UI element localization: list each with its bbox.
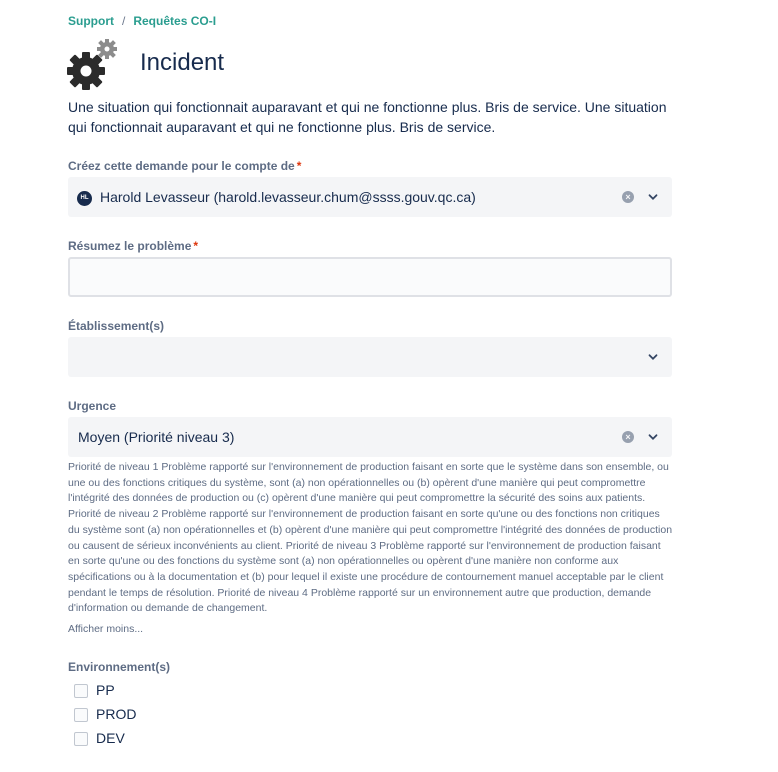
urgency-select-value: Moyen (Priorité niveau 3) — [78, 429, 235, 445]
required-asterisk: * — [296, 159, 302, 173]
checkbox-label-pp[interactable]: PP — [96, 682, 115, 698]
summary-label-text: Résumez le problème — [68, 239, 192, 253]
chevron-down-icon[interactable] — [648, 432, 658, 442]
required-asterisk: * — [193, 239, 199, 253]
breadcrumb-separator: / — [122, 14, 126, 28]
account-select[interactable] — [68, 177, 672, 217]
checkbox-label-dev[interactable]: DEV — [96, 730, 125, 746]
breadcrumb — [68, 14, 216, 28]
clear-icon[interactable]: × — [622, 431, 634, 443]
page-description: Une situation qui fonctionnait auparavant et qui ne fonctionne plus. Bris de service. Une situation qui fonctionnait auparavant et qui ne fonctionne plus. Bris de service. — [68, 99, 667, 135]
gears-icon — [66, 38, 120, 92]
chevron-down-icon[interactable] — [648, 352, 658, 362]
summary-input[interactable] — [68, 257, 672, 297]
clear-icon[interactable]: × — [622, 191, 634, 203]
chevron-down-icon[interactable] — [648, 192, 658, 202]
account-select-value: Harold Levasseur (harold.levasseur.chum@ssss.gouv.qc.ca) — [100, 189, 476, 205]
urgency-select[interactable] — [68, 417, 672, 457]
breadcrumb-support-link[interactable]: Support — [68, 14, 114, 28]
urgency-label: Urgence — [68, 399, 117, 413]
urgency-help-text: Priorité de niveau 1 Problème rapporté sur l'environnement de production faisant en sorte que le système dans son ensemble, ou une ou des fonctions critiques du système, sont (a) non opérationnelles ou (b) opèrent d'une manière qui peut compromettre l'intégrité des données de production ou (c) opèrent d'une manière qui peut compromettre la sécurité des soins aux patients. Priorité de niveau 2 Problème rapporté sur l'environnement de production faisant en sorte qu'une ou des fonctions non critiques du système sont (a) non opérationnelles et (b) opèrent d'une manière qui peut compromettre l'intégrité des données de production ou causent de sérieux inconvénients au client. Priorité de niveau 3 Problème rapporté sur l'environnement de production faisant en sorte qu'une ou des fonctions du système sont (a) non opérationnelles ou opèrent d'une manière non conforme aux spécifications ou à la documentation et (b) pour lequel il existe une procédure de contournement manuel acceptable par le client pendant le temps de résolution. Priorité de niveau 4 Problème rapporté sur un environnement autre que production, demande d'information ou demande de changement. — [68, 461, 673, 615]
checkbox-pp[interactable] — [74, 684, 88, 698]
show-less-link[interactable]: Afficher moins... — [68, 623, 144, 635]
avatar: HL — [77, 191, 92, 206]
establishment-label: Établissement(s) — [68, 319, 165, 333]
account-label-text: Créez cette demande pour le compte de — [68, 159, 295, 173]
page-title: Incident — [140, 49, 225, 76]
checkbox-label-prod[interactable]: PROD — [96, 706, 137, 722]
checkbox-dev[interactable] — [74, 732, 88, 746]
account-label — [68, 159, 301, 173]
establishment-select[interactable] — [68, 337, 672, 377]
breadcrumb-requetes-link[interactable]: Requêtes CO-I — [133, 14, 217, 28]
summary-label — [68, 239, 198, 253]
checkbox-prod[interactable] — [74, 708, 88, 722]
environments-label: Environnement(s) — [68, 660, 171, 674]
